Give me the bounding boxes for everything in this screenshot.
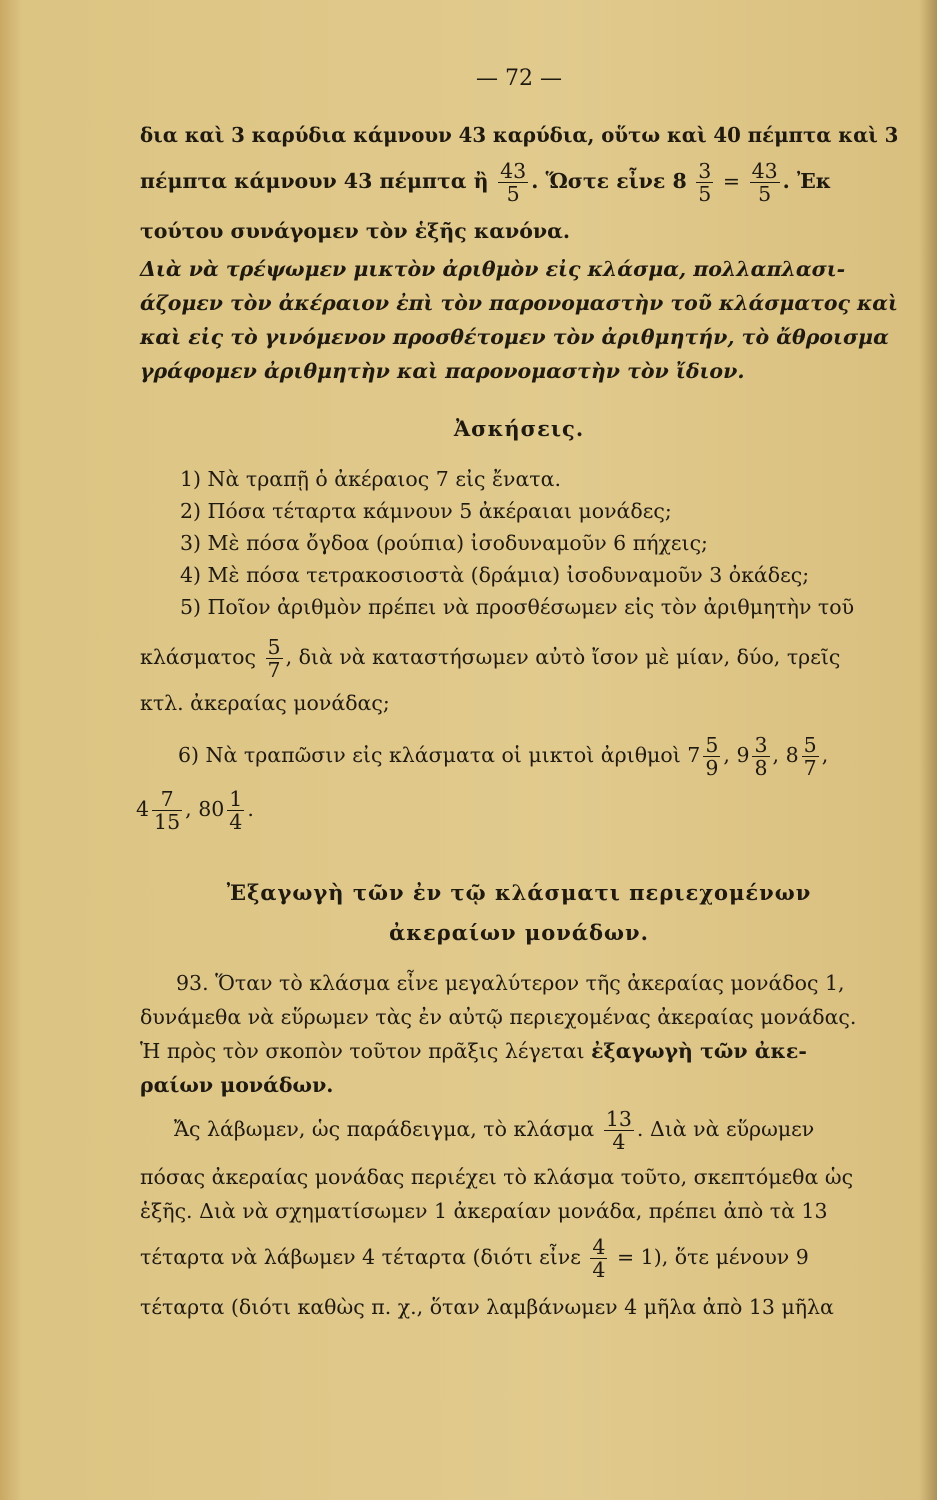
exercises-heading: Ἀσκήσεις. (453, 416, 585, 441)
mixed-8-5-7: $\frac{5}{7}$ (803, 733, 817, 780)
example-line-4: τέταρτα νὰ λάβωμεν 4 τέταρτα (διότι εἶνε $\frac{4}{4}$ = 1), ὅτε μένουν 9 (140, 1235, 809, 1282)
section-title-line-1: Ἐξαγωγὴ τῶν ἐν τῷ κλάσματι περιεχομένων (226, 880, 812, 905)
example-line-3: ἑξῆς. Διὰ νὰ σχηματίσωμεν 1 ἀκεραίαν μονάδα, πρέπει ἀπὸ τὰ 13 (140, 1199, 828, 1223)
para-93-line-3: Ἡ πρὸς τὸν σκοπὸν τοῦτον πρᾶξις λέγεται ἐξαγωγὴ τῶν ἀκε- (140, 1039, 807, 1063)
para-93-line-4: ραίων μονάδων. (140, 1073, 334, 1097)
mixed-80-1-4: $\frac{1}{4}$ (229, 787, 243, 834)
fraction-43-5: $\frac{43}{5}$ (500, 159, 527, 206)
exercise-6-line-2: 4 $\frac{7}{15}$ , 80 $\frac{1}{4}$ . (136, 787, 254, 834)
para-93-line-1: 93. Ὅταν τὸ κλάσμα εἶνε μεγαλύτερον τῆς ἀκεραίας μονάδος 1, (176, 971, 845, 995)
section-title-line-2: ἀκεραίων μονάδων. (389, 920, 649, 945)
rule-line-4: γράφομεν ἀριθμητὴν καὶ παρονομαστὴν τὸν ἴδιον. (140, 359, 745, 383)
exercise-1: 1) Νὰ τραπῇ ὁ ἀκέραιος 7 εἰς ἔνατα. (180, 467, 561, 491)
mixed-7-5-9: $\frac{5}{9}$ (705, 733, 719, 780)
page-number: — 72 — (476, 66, 562, 91)
example-line-5: τέταρτα (διότι καθὼς π. χ., ὅταν λαμβάνωμεν 4 μῆλα ἀπὸ 13 μῆλα (140, 1295, 834, 1319)
intro-line-3: τούτου συνάγομεν τὸν ἑξῆς κανόνα. (140, 219, 571, 243)
mixed-9-3-8: $\frac{3}{8}$ (754, 733, 768, 780)
fraction-13-4: $\frac{13}{4}$ (605, 1107, 632, 1154)
fraction-5-7: $\frac{5}{7}$ (267, 635, 281, 682)
example-line-1: Ἄς λάβωμεν, ὡς παράδειγμα, τὸ κλάσμα $\frac{13}{4}$ . Διὰ νὰ εὕρωμεν (174, 1107, 815, 1154)
rule-line-1: Διὰ νὰ τρέψωμεν μικτὸν ἀριθμὸν εἰς κλάσμα, πολλαπλασι- (140, 257, 846, 281)
exercise-5-line-3: κτλ. ἀκεραίας μονάδας; (140, 691, 390, 715)
fraction-3-5: $\frac{3}{5}$ (698, 159, 712, 206)
para-93-line-2: δυνάμεθα νὰ εὕρωμεν τὰς ἐν αὐτῷ περιεχομένας ἀκεραίας μονάδας. (140, 1005, 857, 1029)
fraction-4-4: $\frac{4}{4}$ (592, 1235, 606, 1282)
rule-line-3: καὶ εἰς τὸ γινόμενον προσθέτομεν τὸν ἀριθμητήν, τὸ ἄθροισμα (140, 325, 889, 349)
exercise-4: 4) Μὲ πόσα τετρακοσιοστὰ (δράμια) ἰσοδυναμοῦν 3 ὀκάδες; (180, 563, 810, 587)
fraction-43-5-b: $\frac{43}{5}$ (751, 159, 778, 206)
intro-line-1: δια καὶ 3 καρύδια κάμνουν 43 καρύδια, οὕτω καὶ 40 πέμπτα καὶ 3 (140, 123, 899, 147)
exercise-6-line-1: 6) Νὰ τραπῶσιν εἰς κλάσματα οἱ μικτοὶ ἀριθμοὶ 7 $\frac{5}{9}$ , 9 $\frac{3}{8}$ , 8 $\frac{5}{7}$ , (178, 733, 829, 780)
exercise-2: 2) Πόσα τέταρτα κάμνουν 5 ἀκέραιαι μονάδες; (180, 499, 672, 523)
example-line-2: πόσας ἀκεραίας μονάδας περιέχει τὸ κλάσμα τοῦτο, σκεπτόμεθα ὡς (140, 1165, 854, 1189)
page-edge-shadow (919, 0, 937, 1500)
rule-line-2: άζομεν τὸν ἀκέραιον ἐπὶ τὸν παρονομαστὴν τοῦ κλάσματος καὶ (140, 291, 898, 315)
exercise-3: 3) Μὲ πόσα ὄγδοα (ρούπια) ἰσοδυναμοῦν 6 πήχεις; (180, 531, 708, 555)
exercise-5-line-1: 5) Ποῖον ἀριθμὸν πρέπει νὰ προσθέσωμεν εἰς τὸν ἀριθμητὴν τοῦ (180, 595, 855, 619)
intro-line-2: πέμπτα κάμνουν 43 πέμπτα ἢ $\frac{43}{5}$ . Ὥστε εἶνε 8 $\frac{3}{5}$ = $\frac{43}{5}$ . Ἐκ (140, 159, 832, 206)
mixed-4-7-15: $\frac{7}{15}$ (154, 787, 181, 834)
exercise-5-line-2: κλάσματος $\frac{5}{7}$ , διὰ νὰ καταστήσωμεν αὐτὸ ἴσον μὲ μίαν, δύο, τρεῖς (140, 635, 841, 682)
